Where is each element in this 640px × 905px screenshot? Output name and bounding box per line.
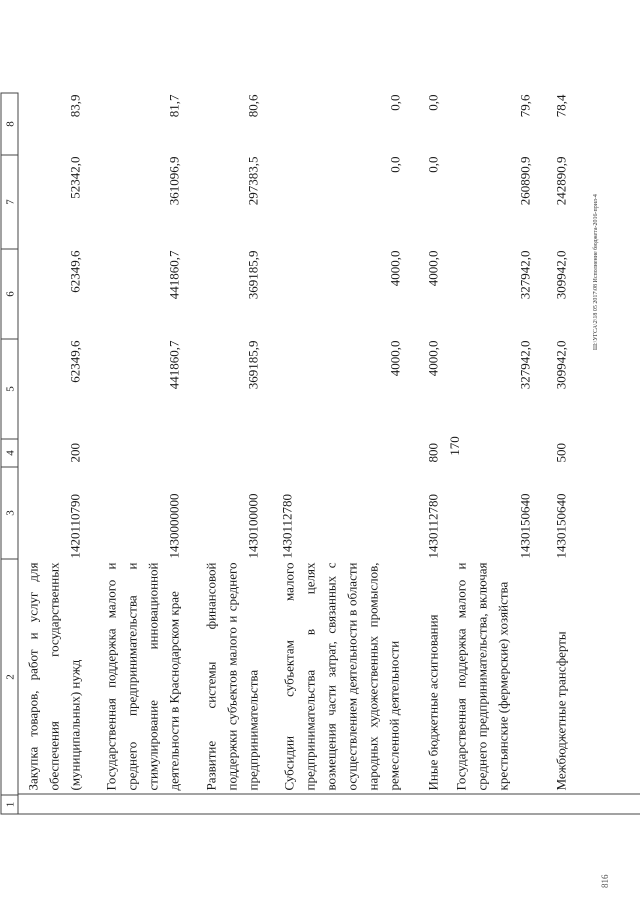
row-value-6: 62349,6 — [67, 250, 83, 293]
col-header-1: 1 — [1, 795, 19, 815]
col-header-8: 8 — [1, 93, 19, 155]
row-value-6: 309942,0 — [553, 250, 569, 300]
row-value-8: 80,6 — [245, 94, 261, 118]
row-code: 1430112780 — [425, 493, 441, 559]
row-value-5: 441860,7 — [166, 340, 182, 390]
document-page — [1, 0, 640, 905]
row-value-7: 361096,9 — [166, 156, 182, 206]
col-header-5: 5 — [1, 339, 19, 439]
col-header-2: 2 — [1, 559, 19, 795]
row-value-8: 0,0 — [387, 94, 403, 111]
row-value-7: 52342,0 — [67, 156, 83, 199]
row-value-8: 83,9 — [67, 94, 83, 118]
row-value-8: 0,0 — [425, 94, 441, 111]
row-description: Государственная поддержка малого и среднего предпринимательства и стимулирование инновационной деятельности в Краснодарском крае — [103, 562, 182, 791]
row-description: Государственная поддержка малого и среднего предпринимательства, включая крестьянские (фермерские) хозяйства — [453, 562, 511, 791]
page-number: 170 — [447, 436, 462, 456]
row-value-6: 4000,0 — [425, 250, 441, 287]
row-value-6: 441860,7 — [166, 250, 182, 300]
row-description: Закупка товаров, работ и услуг для обеспечения государственных (муниципальных) нужд — [25, 562, 83, 791]
row-value-5: 4000,0 — [387, 340, 403, 377]
row-code: 1430150640 — [553, 493, 569, 559]
col-header-3: 3 — [1, 467, 19, 559]
row-value-6: 4000,0 — [387, 250, 403, 287]
row-value-5: 309942,0 — [553, 340, 569, 390]
row-value-7: 0,0 — [387, 156, 403, 173]
row-code: 1420110790 — [67, 493, 83, 559]
row-code: 1430100000 — [245, 493, 261, 559]
row-value-7: 242890,9 — [553, 156, 569, 206]
row-value-8: 78,4 — [553, 94, 569, 118]
row-value-5: 4000,0 — [425, 340, 441, 377]
row-value-5: 62349,6 — [67, 340, 83, 383]
table-rule — [19, 814, 640, 815]
col-header-4: 4 — [1, 439, 19, 467]
row-value-6: 327942,0 — [517, 250, 533, 300]
row-code: 1430150640 — [517, 493, 533, 559]
row-value-8: 81,7 — [166, 94, 182, 118]
footer-file-reference: Ш:\УГСА\2\18 05 2017\08 Исполнение бюджета-2016-прил-4 — [593, 194, 599, 350]
row-code: 1430112780 — [279, 493, 295, 559]
row-value-5: 369185,9 — [245, 340, 261, 390]
row-value-7: 0,0 — [425, 156, 441, 173]
row-value-8: 79,6 — [517, 94, 533, 118]
row-expense-type: 200 — [67, 443, 83, 463]
row-value-7: 297383,5 — [245, 156, 261, 206]
row-value-6: 369185,9 — [245, 250, 261, 300]
col-header-7: 7 — [1, 155, 19, 249]
row-description: Иные бюджетные ассигнования — [425, 614, 441, 791]
row-code: 1430000000 — [166, 493, 182, 559]
table-rule — [19, 794, 640, 795]
row-value-7: 260890,9 — [517, 156, 533, 206]
row-expense-type: 800 — [425, 443, 441, 463]
row-expense-type: 500 — [553, 443, 569, 463]
row-description: Субсидии субъектам малого предпринимательства в целях возмещения части затрат, связанных с осуществлением деятельности в области народных художественных промыслов, ремесленной деятельности — [281, 562, 402, 791]
row-description: Развитие системы финансовой поддержки субъектов малого и среднего предпринимательства — [203, 562, 261, 791]
row-description: Межбюджетные трансферты — [553, 631, 569, 791]
row-value-5: 327942,0 — [517, 340, 533, 390]
corner-mark: 816 — [600, 874, 610, 888]
col-header-6: 6 — [1, 249, 19, 339]
